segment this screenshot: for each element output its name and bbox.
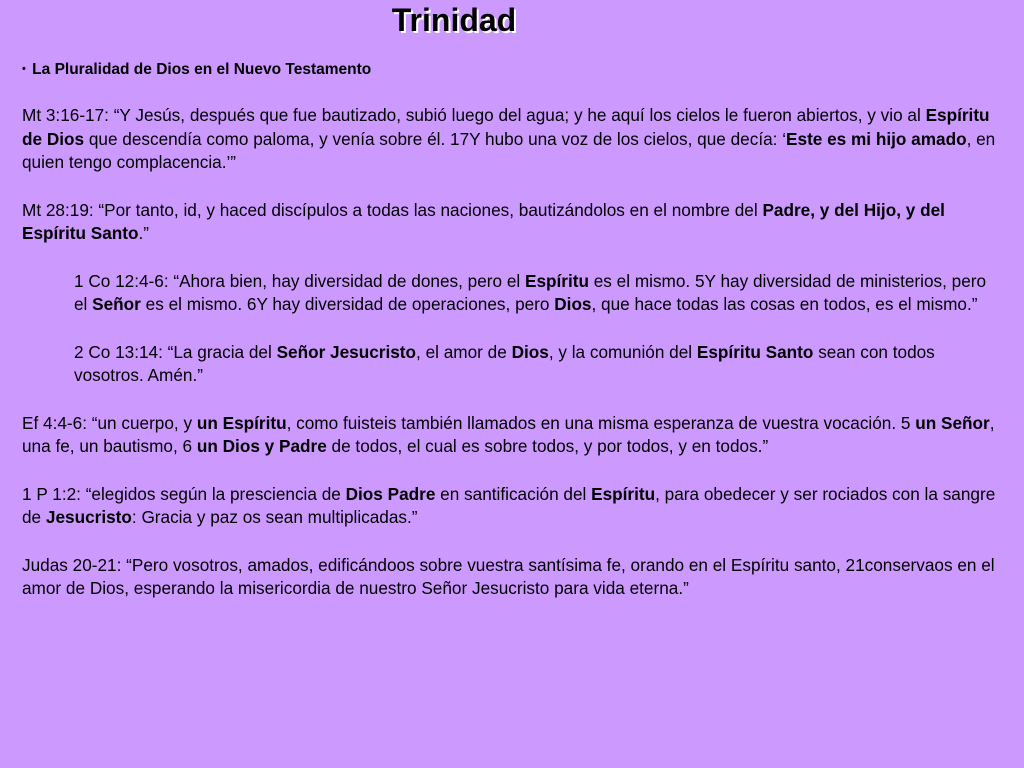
emphasis: Dios Padre xyxy=(345,483,436,504)
emphasis: Señor xyxy=(92,294,141,314)
passage-text: .” xyxy=(138,223,150,243)
emphasis: Padre, y del Hijo, y del Espíritu Santo xyxy=(22,199,945,243)
subtitle-text: La Pluralidad de Dios en el Nuevo Testamento xyxy=(32,61,372,78)
passage-text: , como fuisteis también llamados en una misma esperanza de vuestra vocación. 5 xyxy=(286,412,916,433)
passage-text: 1 P 1:2: “elegidos según la presciencia de xyxy=(22,483,346,504)
emphasis: Espíritu xyxy=(591,483,656,504)
subtitle xyxy=(22,58,1002,81)
passage-1co12 xyxy=(74,270,1002,317)
passage-text: , que hace todas las cosas en todos, es el mismo.” xyxy=(591,294,978,314)
passage-ef4 xyxy=(22,412,1002,459)
emphasis: Espíritu xyxy=(524,270,589,291)
passage-text: , una fe, un bautismo, 6 xyxy=(22,412,995,456)
passage-text: sean con todos vosotros. Amén.” xyxy=(74,341,935,385)
passage-text: Judas 20-21: “Pero vosotros, amados, edificándoos sobre vuestra santísima fe, orando en el Espíritu santo, 21conservaos en el amor de Dios, esperando la misericordia de nuestro Señor Jesucristo para vida eterna.” xyxy=(22,554,995,598)
slide-title: Trinidad xyxy=(391,2,517,38)
passage-text: , en quien tengo complacencia.’” xyxy=(22,128,996,172)
bullet-icon: • xyxy=(22,63,26,75)
passage-mt3 xyxy=(22,104,1002,175)
passage-text: , para obedecer y ser rociados con la sangre de xyxy=(22,483,996,527)
passage-text: 1 Co 12:4-6: “Ahora bien, hay diversidad de dones, pero el xyxy=(74,270,525,291)
emphasis: Señor Jesucristo xyxy=(276,341,417,362)
emphasis: un Dios y Padre xyxy=(196,436,327,456)
passage-1p1 xyxy=(22,483,1002,530)
emphasis: un Señor xyxy=(915,412,990,433)
passage-text: Mt 3:16-17: “Y Jesús, después que fue bautizado, subió luego del agua; y he aquí los cielos le fueron abiertos, y vio al xyxy=(22,105,926,125)
passage-text: , el amor de xyxy=(416,341,512,362)
passage-text: 2 Co 13:14: “La gracia del xyxy=(74,341,277,362)
emphasis: Espíritu de Dios xyxy=(22,105,990,149)
emphasis: un Espíritu xyxy=(196,412,287,433)
emphasis: Espíritu Santo xyxy=(696,341,814,362)
emphasis: Dios xyxy=(511,341,549,362)
passage-text: Ef 4:4-6: “un cuerpo, y xyxy=(22,412,197,433)
passage-text: Mt 28:19: “Por tanto, id, y haced discípulos a todas las naciones, bautizándolos en el nombre del xyxy=(22,199,763,220)
passage-text: , y la comunión del xyxy=(548,341,697,362)
passage-text: que descendía como paloma, y venía sobre él. 17Y hubo una voz de los cielos, que decía: ‘ xyxy=(84,128,787,149)
passage-2co13 xyxy=(74,341,1002,388)
slide-content xyxy=(22,58,1002,625)
passage-text: es el mismo. 5Y hay diversidad de ministerios, pero el xyxy=(74,270,987,314)
passage-mt28 xyxy=(22,199,1002,246)
emphasis: Jesucristo xyxy=(45,507,132,527)
passage-text: de todos, el cual es sobre todos, y por todos, y en todos.” xyxy=(326,436,769,456)
passage-judas xyxy=(22,554,1002,601)
emphasis: Dios xyxy=(554,294,592,314)
emphasis: Este es mi hijo amado xyxy=(786,128,967,149)
passage-text: : Gracia y paz os sean multiplicadas.” xyxy=(131,507,418,527)
passage-text: es el mismo. 6Y hay diversidad de operaciones, pero xyxy=(140,294,555,314)
passage-text: en santificación del xyxy=(435,483,592,504)
